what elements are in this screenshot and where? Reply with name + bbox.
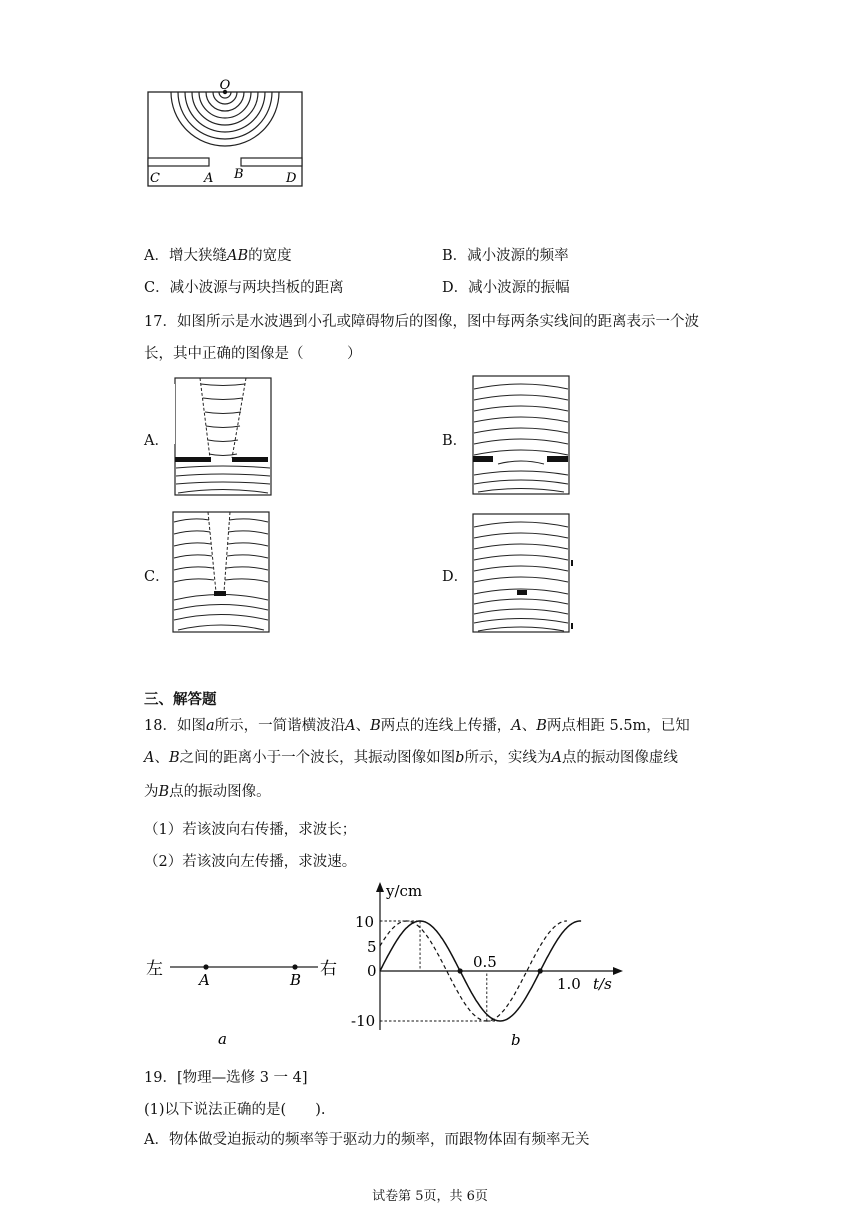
q17-label-b[interactable]: B． <box>442 433 468 449</box>
q19-title: 19．[物理—选修 3 一 4] <box>144 1070 308 1086</box>
label-c: C <box>150 171 160 186</box>
q19-sub1: (1)以下说法正确的是( ). <box>144 1102 326 1118</box>
y-tick-0: 0 <box>367 962 377 980</box>
q17-label-c[interactable]: C． <box>144 569 170 585</box>
label-d: D <box>286 171 297 186</box>
y-axis-label: y/cm <box>386 882 423 900</box>
caption-b: b <box>511 1031 521 1049</box>
label-b: B <box>234 167 244 182</box>
q18-line3: 为B点的振动图像。 <box>144 784 271 800</box>
q16-option-b[interactable]: B．减小波源的频率 <box>442 248 569 264</box>
zero-crossing-dot <box>538 968 543 973</box>
slit-diffraction-figure <box>140 74 310 190</box>
label-a: A <box>204 171 214 186</box>
label-o: O <box>219 78 231 93</box>
q17-label-a[interactable]: A． <box>144 433 169 449</box>
y-tick-neg10: -10 <box>351 1012 376 1030</box>
q18-sub1: （1）若该波向右传播，求波长； <box>144 822 357 838</box>
page-footer: 试卷第 5页，共 6页 <box>372 1189 488 1204</box>
q18-line2: A、B之间的距离小于一个波长，其振动图像如图b所示，实线为A点的振动图像虚线 <box>144 750 678 766</box>
y-tick-5: 5 <box>367 938 377 956</box>
x-axis-label: t/s <box>593 975 612 993</box>
vibration-graph <box>345 880 635 1055</box>
q18-sub2: （2）若该波向左传播，求波速。 <box>144 854 357 870</box>
section-title: 三、解答题 <box>144 691 217 708</box>
wave-figure-c[interactable] <box>168 508 274 636</box>
q17-line2: 长，其中正确的图像是（ ） <box>144 346 362 362</box>
q16-option-d[interactable]: D．减小波源的振幅 <box>442 280 570 296</box>
point-a <box>203 964 208 969</box>
wave-figure-d[interactable] <box>468 510 578 636</box>
q16-option-a[interactable]: A．增大狭缝AB的宽度 <box>144 248 292 264</box>
label-point-a: A <box>199 971 210 989</box>
q18-line1: 18．如图a所示，一简谐横波沿A、B两点的连线上传播，A、B两点相距 5.5m，已知 <box>144 718 690 734</box>
label-point-b: B <box>290 971 302 989</box>
label-left: 左 <box>146 959 163 979</box>
point-b <box>292 964 297 969</box>
wave-figure-b[interactable] <box>468 372 574 498</box>
q17-label-d[interactable]: D． <box>442 569 469 585</box>
wave-figure-a[interactable] <box>170 374 276 498</box>
y-tick-10: 10 <box>355 913 375 931</box>
q16-option-c[interactable]: C．减小波源与两块挡板的距离 <box>144 280 344 296</box>
x-tick-05: 0.5 <box>473 953 497 971</box>
caption-a: a <box>218 1030 227 1048</box>
x-tick-10: 1.0 <box>557 975 581 993</box>
q17-line1: 17．如图所示是水波遇到小孔或障碍物后的图像，图中每两条实线间的距离表示一个波 <box>144 314 699 330</box>
q19-option-a[interactable]: A．物体做受迫振动的频率等于驱动力的频率，而跟物体固有频率无关 <box>144 1132 590 1148</box>
zero-crossing-dot <box>458 968 463 973</box>
label-right: 右 <box>320 959 337 979</box>
figure-a-line <box>140 950 350 1050</box>
